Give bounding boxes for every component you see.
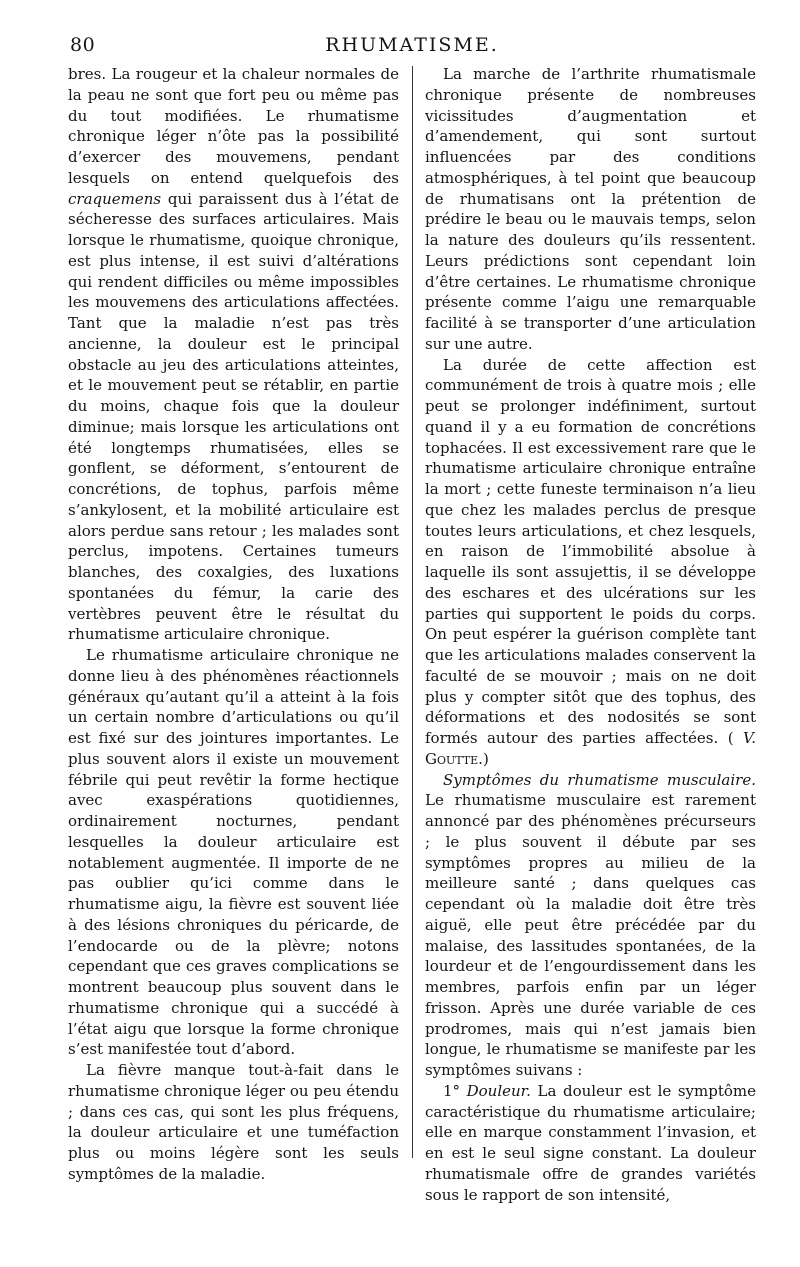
- paragraph: La marche de l’arthrite rhumatismale chronique présente de nombreuses vicissitudes d’augmentation et d’amendement, qui sont surtout influencées par des conditions atmosphériques, à tel point que beaucoup de rhumatisans ont la prétention de prédire le beau ou le mauvais temps, selon la nature des douleurs qu’ils ressentent. Leurs prédictions sont cependant loin d’être certaines. Le rhumatisme chronique présente comme l’aigu une remarquable facilité à se transporter d’une articulation sur une autre.: [424, 65, 756, 353]
- paragraph: Le rhumatisme articulaire chronique ne donne lieu à des phénomènes réactionnels généraux qu’autant qu’il a atteint à la fois un certain nombre d’articulations ou qu’il est fixé sur des jointures importantes. Le plus souvent alors il existe un mouvement fébrile qui peut revêtir la forme hectique avec exaspérations quotidiennes, ordinairement nocturnes, pendant lesquelles la douleur articulaire est notablement augmentée. Il importe de ne pas oublier qu’ici comme dans le rhumatisme aigu, la fièvre est souvent liée à des lésions chroniques du péricarde, de l’endocarde ou de la plèvre; notons cependant que ces graves complications se montrent beaucoup plus souvent dans le rhumatisme chronique qui a succédé à l’état aigu que lorsque la forme chronique s’est manifestée tout d’abord.: [68, 646, 399, 1059]
- text-run: bres. La rougeur et la chaleur normales de la peau ne sont que fort peu ou même pas du tout modifiées. Le rhumatisme chronique léger n’ôte pas la possibilité d’exercer des mouvemens, pendant lesquels on entend quelquefois des: [68, 65, 399, 187]
- text-run: La douleur est le symptôme caractéristique du rhumatisme articulaire; elle en marque constamment l’invasion, et en est le seul signe constant. La douleur rhumatismale offre de grandes variétés sous le rapport de son intensité,: [424, 1081, 756, 1204]
- paragraph: La fièvre manque tout-à-fait dans le rhumatisme chronique léger ou peu étendu ; dans ces cas, qui sont les plus fréquens, la douleur articulaire et une tuméfaction plus ou moins légère sont les seuls symptômes de la maladie.: [68, 1061, 399, 1183]
- subsection-heading: Douleur.: [466, 1081, 531, 1100]
- running-title: RHUMATISME.: [325, 34, 499, 56]
- text-run: .): [478, 749, 489, 768]
- text-run: qui paraissent dus à l’état de sécheresse des surfaces articulaires. Mais lorsque le rhumatisme, quoique chronique, est plus intense, il est suivi d’altérations qui rendent difficiles ou même impossibles les mouvemens des articulations affectées. Tant que la maladie n’est pas très ancienne, la douleur est le principal obstacle au jeu des articulations atteintes, et le mouvement peut se rétablir, en partie du moins, chaque fois que la douleur diminue; mais lorsque les articulations ont été longtemps rhumatisées, elles se gonflent, se déforment, s’entourent de concrétions, de tophus, parfois même s’ankylosent, et la mobilité articulaire est alors perdue sans retour ; les malades sont perclus, impotens. Certaines tumeurs blanches, des coxalgies, des luxations spontanées du fémur, la carie des vertèbres peuvent être le résultat du rhumatisme articulaire chronique.: [68, 189, 399, 644]
- paragraph: [68, 64, 399, 645]
- cross-reference: V.: [743, 729, 756, 747]
- left-column: [68, 64, 399, 1205]
- section-heading: Symptômes du rhumatisme musculaire.: [442, 770, 756, 789]
- column-divider: [412, 66, 413, 1158]
- paragraph: [425, 770, 756, 1081]
- text-run: Le rhumatisme musculaire est rarement annoncé par des phénomènes précurseurs ; le plus souvent il débute par ses symptômes propres au milieu de la meilleure santé ; dans quelques cas cependant où la maladie doit être très aiguë, elle peut être précédée par du malaise, des lassitudes spontanées, de la lourdeur et de l’engourdissement dans les membres, parfois enfin par un léger frisson. Après une durée variable de ces prodromes, mais qui n’est jamais bien longue, le rhumatisme se manifeste par les symptômes suivans :: [424, 791, 756, 1079]
- cross-reference-target: Goutte: [424, 749, 479, 768]
- right-column: [425, 64, 756, 1205]
- text-run: La durée de cette affection est communément de trois à quatre mois ; elle peut se prolonger indéfiniment, surtout quand il y a eu formation de concrétions tophacées. Il est excessivement rare que le rhumatisme articulaire chronique entraîne la mort ; cette funeste terminaison n’a lieu que chez les malades perclus de presque toutes leurs articulations, et chez lesquels, en raison de l’immobilité absolue à laquelle ils sont assujettis, il se développe des eschares et des ulcérations sur les parties qui supportent le poids du corps. On peut espérer la guérison complète tant que les articulations malades conservent la faculté de se mouvoir ; mais on ne doit plus y compter sitôt que des tophus, des déformations et des nodosités se sont formés autour des parties affectées. (: [424, 355, 756, 747]
- text-columns: [68, 64, 756, 1205]
- paragraph: [425, 355, 756, 770]
- list-number: 1°: [442, 1081, 467, 1100]
- paragraph: [425, 1081, 756, 1206]
- emphasis: craquemens: [68, 189, 162, 208]
- page-header: [68, 34, 756, 64]
- page-number: 80: [70, 34, 96, 56]
